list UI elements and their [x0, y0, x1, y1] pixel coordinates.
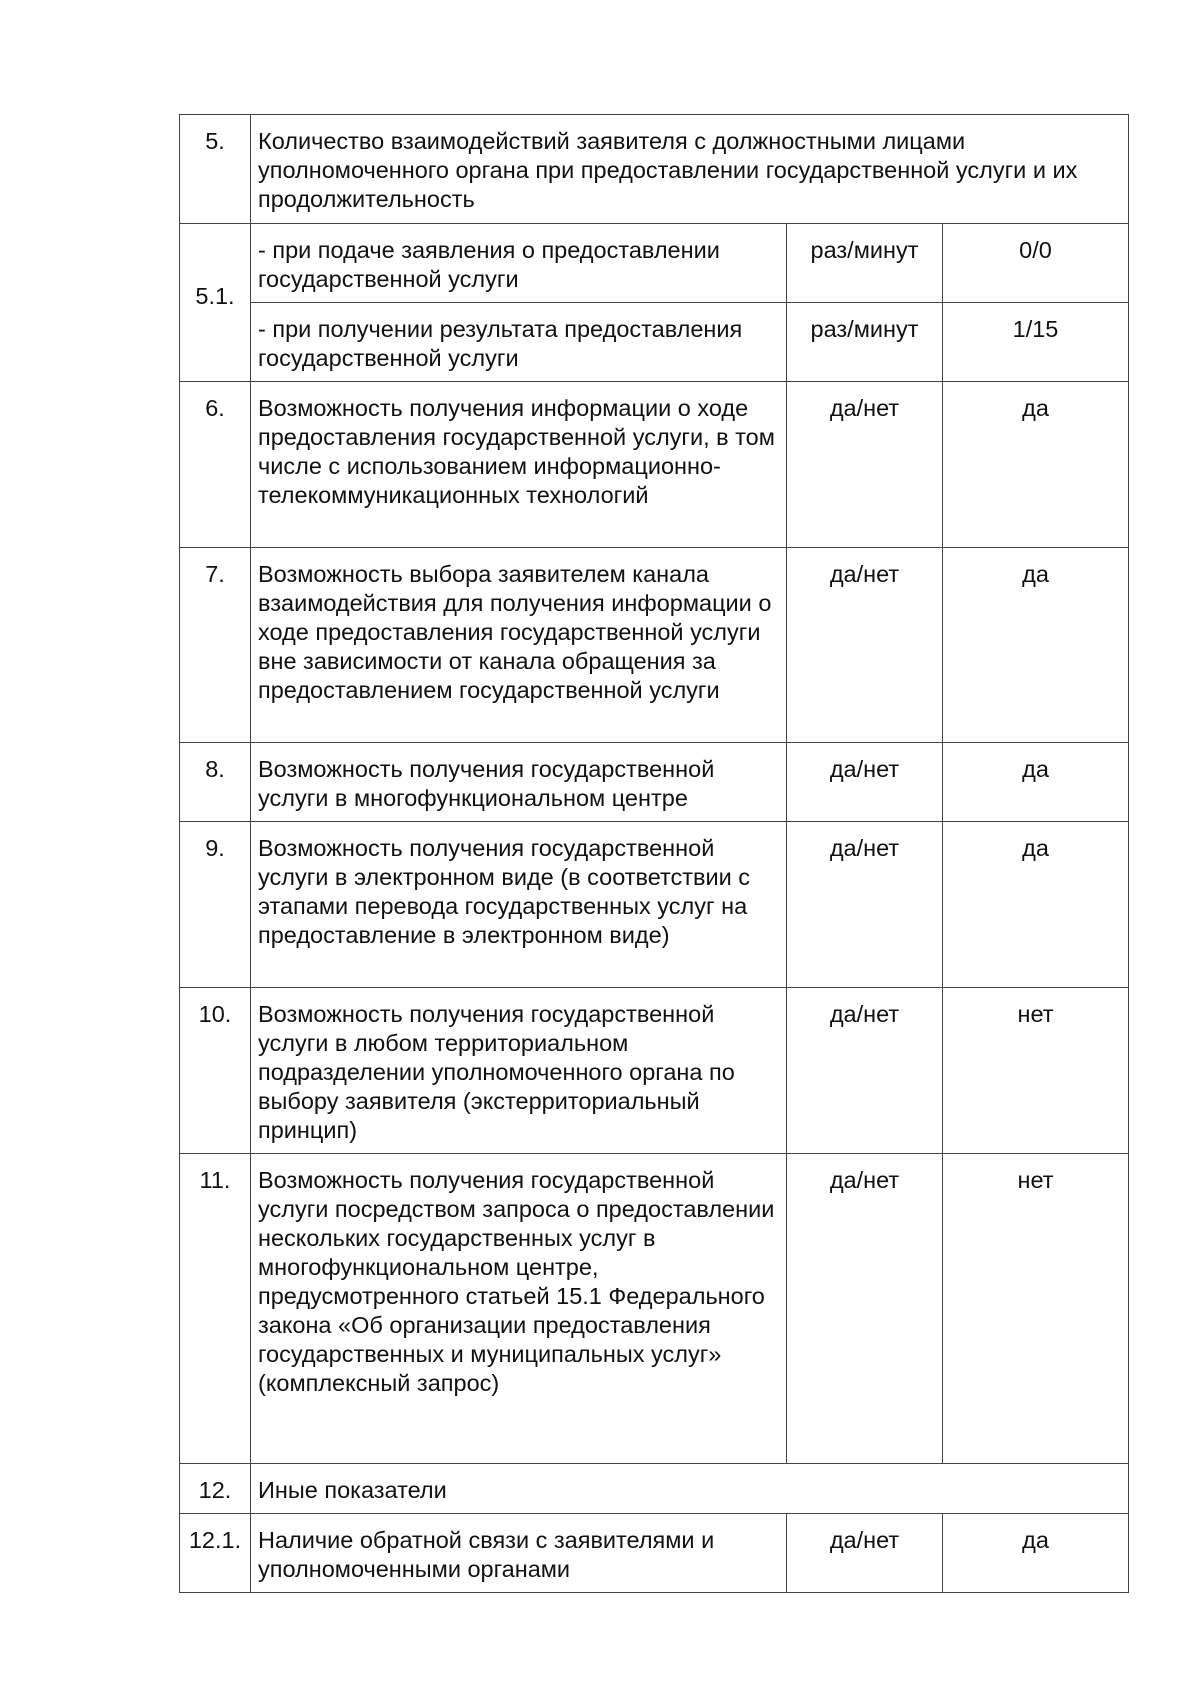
unit-of-measure: да/нет [787, 382, 943, 548]
indicator-name: - при получении результата предоставления государственной услуги [251, 303, 787, 382]
indicator-value: да [943, 1514, 1129, 1593]
indicator-value: да [943, 743, 1129, 822]
row-number: 8. [180, 743, 251, 822]
unit-of-measure: раз/минут [787, 303, 943, 382]
row-number: 6. [180, 382, 251, 548]
indicator-value: да [943, 548, 1129, 743]
table-row [180, 115, 1129, 224]
unit-of-measure: раз/минут [787, 224, 943, 303]
indicator-value: нет [943, 1154, 1129, 1464]
indicator-name: Иные показатели [251, 1464, 1129, 1514]
unit-of-measure: да/нет [787, 822, 943, 988]
table-row [180, 1514, 1129, 1593]
unit-of-measure: да/нет [787, 988, 943, 1154]
indicator-name: - при подаче заявления о предоставлении государственной услуги [251, 224, 787, 303]
unit-of-measure: да/нет [787, 1514, 943, 1593]
table-row [180, 382, 1129, 548]
indicator-name: Наличие обратной связи с заявителями и уполномоченными органами [251, 1514, 787, 1593]
indicator-name: Возможность выбора заявителем канала взаимодействия для получения информации о ходе предоставления государственной услуги вне зависимости от канала обращения за предоставлением государственной услуги [251, 548, 787, 743]
table-row [180, 224, 1129, 303]
indicator-name: Возможность получения государственной услуги в многофункциональном центре [251, 743, 787, 822]
row-number: 11. [180, 1154, 251, 1464]
table-row [180, 822, 1129, 988]
table-row [180, 1154, 1129, 1464]
indicator-value: нет [943, 988, 1129, 1154]
indicator-name: Возможность получения государственной услуги в электронном виде (в соответствии с этапами перевода государственных услуг на предоставление в электронном виде) [251, 822, 787, 988]
table-row [180, 988, 1129, 1154]
indicator-name: Количество взаимодействий заявителя с должностными лицами уполномоченного органа при предоставлении государственной услуги и их продолжительность [251, 115, 1129, 224]
table-row [180, 548, 1129, 743]
indicator-value: 1/15 [943, 303, 1129, 382]
unit-of-measure: да/нет [787, 1154, 943, 1464]
indicator-name: Возможность получения государственной услуги посредством запроса о предоставлении нескольких государственных услуг в многофункциональном центре, предусмотренного статьей 15.1 Федерального закона «Об организации предоставления государственных и муниципальных услуг» (комплексный запрос) [251, 1154, 787, 1464]
row-number: 10. [180, 988, 251, 1154]
indicator-value: 0/0 [943, 224, 1129, 303]
indicator-value: да [943, 382, 1129, 548]
row-number: 5.1. [180, 224, 251, 382]
row-number: 12.1. [180, 1514, 251, 1593]
row-number: 7. [180, 548, 251, 743]
indicator-value: да [943, 822, 1129, 988]
row-number: 12. [180, 1464, 251, 1514]
unit-of-measure: да/нет [787, 743, 943, 822]
indicator-name: Возможность получения государственной услуги в любом территориальном подразделении уполномоченного органа по выбору заявителя (экстерриториальный принцип) [251, 988, 787, 1154]
table-row [180, 1464, 1129, 1514]
row-number: 9. [180, 822, 251, 988]
table-row [180, 303, 1129, 382]
table-row [180, 743, 1129, 822]
indicators-table [179, 114, 1129, 1593]
unit-of-measure: да/нет [787, 548, 943, 743]
indicator-name: Возможность получения информации о ходе предоставления государственной услуги, в том числе с использованием информационно-телекоммуникационных технологий [251, 382, 787, 548]
row-number: 5. [180, 115, 251, 224]
